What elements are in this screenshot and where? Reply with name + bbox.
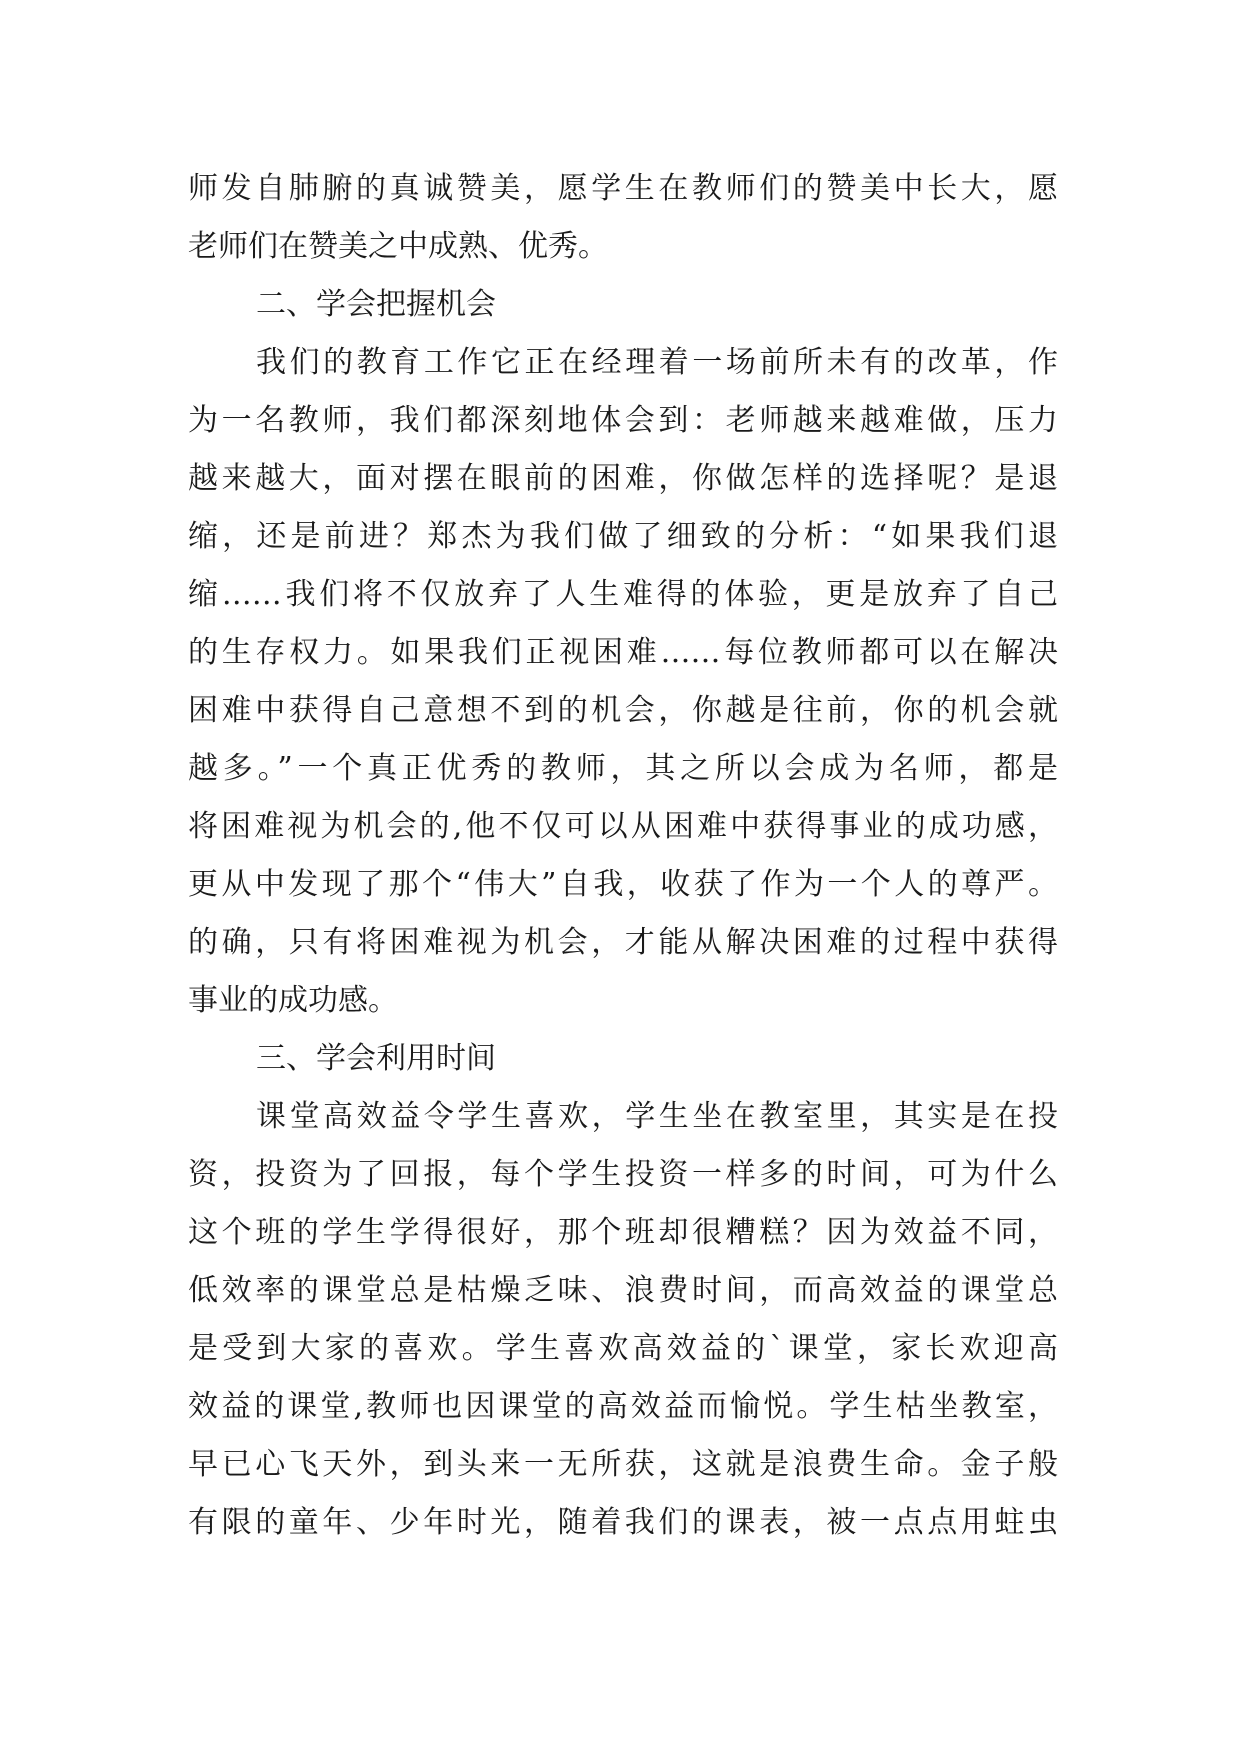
text-line: 效益的课堂,教师也因课堂的高效益而愉悦。学生枯坐教室， <box>188 1389 1058 1424</box>
text-line: 缩……我们将不仅放弃了人生难得的体验，更是放弃了自己 <box>188 577 1058 612</box>
text-line: 是受到大家的喜欢。学生喜欢高效益的`课堂，家长欢迎高 <box>188 1331 1058 1366</box>
section-heading: 二、学会把握机会 <box>256 287 496 322</box>
paragraph-first-line: 课堂高效益令学生喜欢，学生坐在教室里，其实是在投 <box>256 1099 1058 1134</box>
text-line: 越多。”一个真正优秀的教师，其之所以会成为名师，都是 <box>188 751 1058 786</box>
text-line: 越来越大，面对摆在眼前的困难，你做怎样的选择呢？是退 <box>188 461 1058 496</box>
text-line: 低效率的课堂总是枯燥乏味、浪费时间，而高效益的课堂总 <box>188 1273 1058 1308</box>
paragraph-first-line: 我们的教育工作它正在经理着一场前所未有的改革，作 <box>256 345 1058 380</box>
text-line: 师发自肺腑的真诚赞美，愿学生在教师们的赞美中长大，愿 <box>188 171 1058 206</box>
text-line: 将困难视为机会的,他不仅可以从困难中获得事业的成功感， <box>188 809 1058 844</box>
text-line: 困难中获得自己意想不到的机会，你越是往前，你的机会就 <box>188 693 1058 728</box>
text-line: 老师们在赞美之中成熟、优秀。 <box>188 229 608 264</box>
text-line: 更从中发现了那个“伟大”自我，收获了作为一个人的尊严。 <box>188 867 1058 902</box>
text-line: 这个班的学生学得很好，那个班却很糟糕？因为效益不同， <box>188 1215 1058 1250</box>
text-line: 的生存权力。如果我们正视困难……每位教师都可以在解决 <box>188 635 1058 670</box>
text-line: 缩，还是前进？郑杰为我们做了细致的分析：“如果我们退 <box>188 519 1058 554</box>
body-text <box>188 160 1058 1552</box>
text-line: 资，投资为了回报，每个学生投资一样多的时间，可为什么 <box>188 1157 1058 1192</box>
text-line: 为一名教师，我们都深刻地体会到：老师越来越难做，压力 <box>188 403 1058 438</box>
text-line: 的确，只有将困难视为机会，才能从解决困难的过程中获得 <box>188 925 1058 960</box>
text-line: 事业的成功感。 <box>188 983 398 1018</box>
text-line: 有限的童年、少年时光，随着我们的课表，被一点点用蛀虫 <box>188 1505 1058 1540</box>
text-line: 早已心飞天外，到头来一无所获，这就是浪费生命。金子般 <box>188 1447 1058 1482</box>
section-heading: 三、学会利用时间 <box>256 1041 496 1076</box>
